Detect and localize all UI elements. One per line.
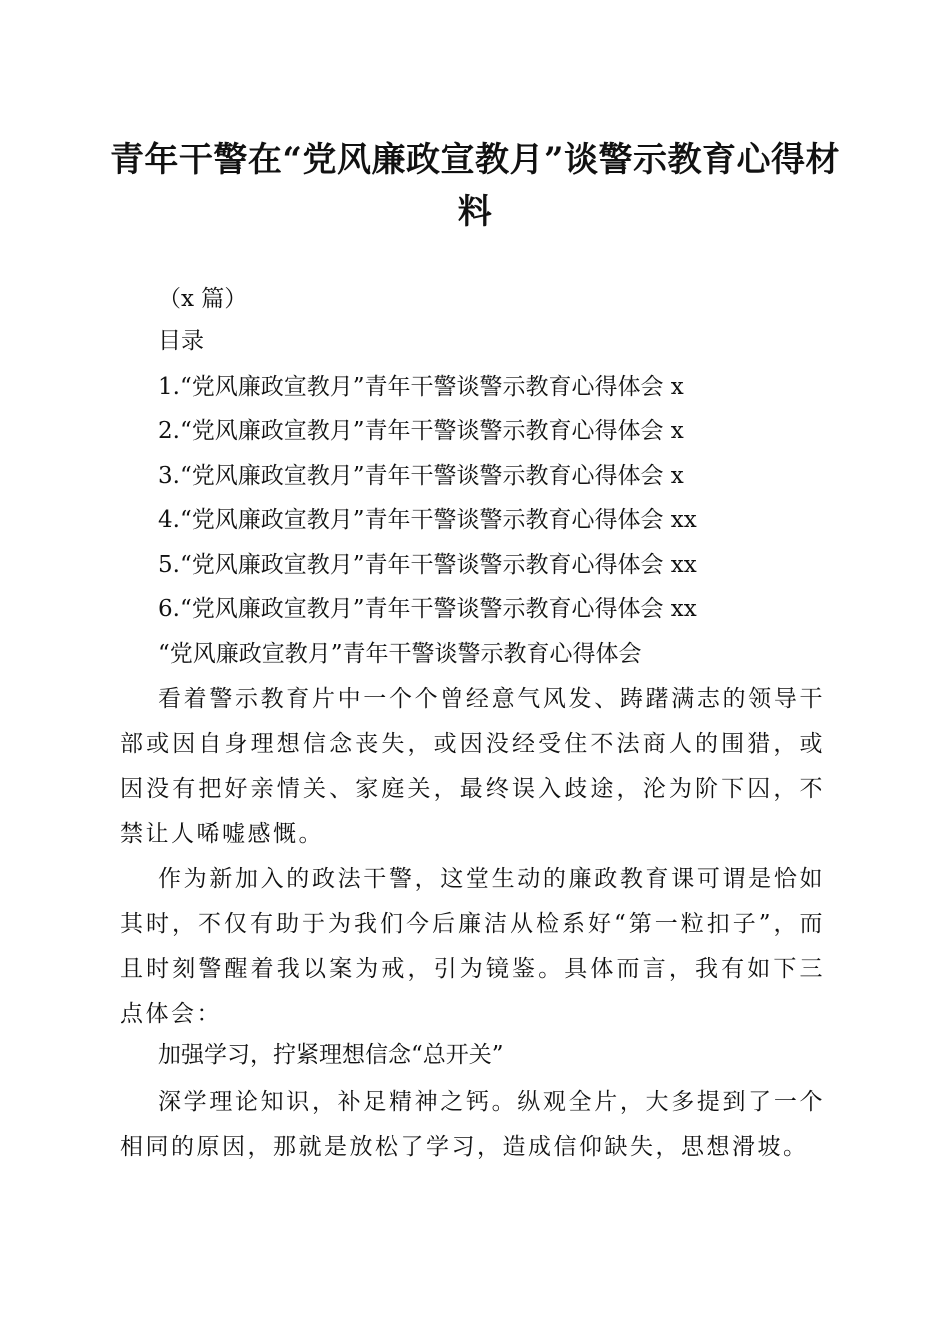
toc-item[interactable]: 6.“党风廉政宣教月”青年干警谈警示教育心得体会 xx — [158, 596, 697, 622]
body-paragraph: 看着警示教育片中一个个曾经意气风发、踌躇满志的领导干部或因自身理想信念丧失，或因没经受住不法商人的围猎，或因没有把好亲情关、家庭关，最终误入歧途，沦为阶下囚，不禁让人唏嘘感慨。 — [120, 686, 825, 847]
body-paragraph: 作为新加入的政法干警，这堂生动的廉政教育课可谓是恰如其时，不仅有助于为我们今后廉洁从检系好“第一粒扣子”，而且时刻警醒着我以案为戒，引为镜鉴。具体而言，我有如下三点体会： — [120, 866, 825, 1027]
point-paragraph: 深学理论知识，补足精神之钙。纵观全片，大多提到了一个相同的原因，那就是放松了学习，造成信仰缺失，思想滑坡。 — [120, 1089, 825, 1160]
toc-item[interactable]: 5.“党风廉政宣教月”青年干警谈警示教育心得体会 xx — [158, 552, 697, 578]
point-heading: 加强学习，拧紧理想信念“总开关” — [158, 1042, 504, 1068]
toc-heading: 目录 — [158, 328, 204, 354]
toc-item[interactable]: 4.“党风廉政宣教月”青年干警谈警示教育心得体会 xx — [158, 507, 697, 533]
document-subtitle: （x 篇） — [158, 286, 248, 312]
toc-item[interactable]: 3.“党风廉政宣教月”青年干警谈警示教育心得体会 x — [158, 463, 684, 489]
document-title: 青年干警在“党风廉政宣教月”谈警示教育心得材料 — [109, 140, 841, 232]
toc-item[interactable]: 2.“党风廉政宣教月”青年干警谈警示教育心得体会 x — [158, 418, 684, 444]
toc-item[interactable]: 1.“党风廉政宣教月”青年干警谈警示教育心得体会 x — [158, 374, 684, 400]
section-heading: “党风廉政宣教月”青年干警谈警示教育心得体会 — [158, 641, 642, 667]
